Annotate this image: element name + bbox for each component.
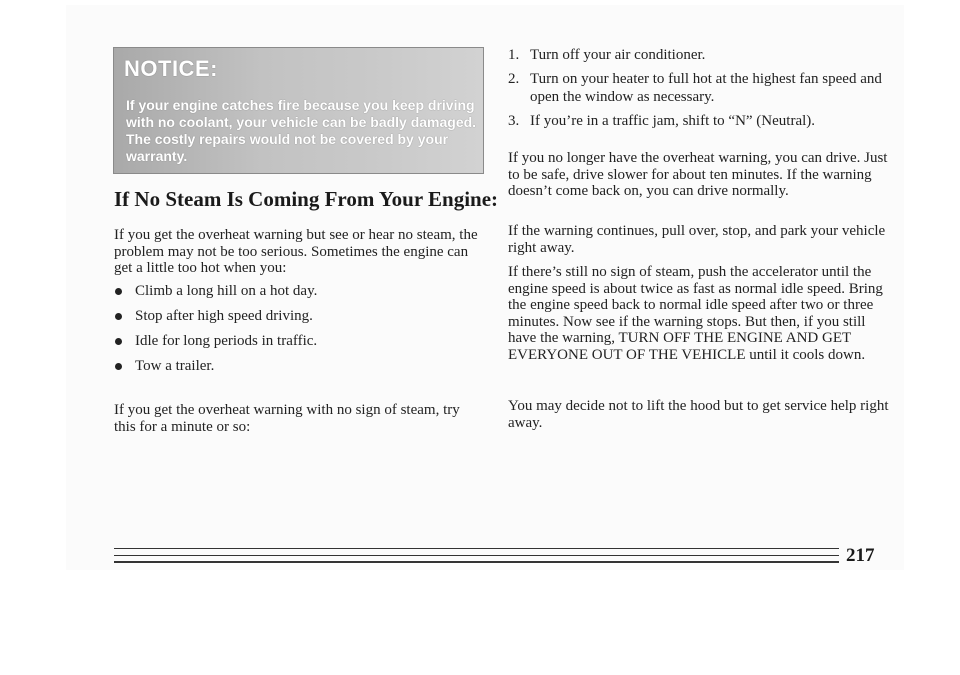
page-number: 217 bbox=[846, 545, 875, 566]
notice-title: NOTICE: bbox=[124, 56, 218, 81]
step-item: 2. Turn on your heater to full hot at the highest fan speed and open the window as necessary. bbox=[508, 71, 882, 105]
paragraph-service: You may decide not to lift the hood but to get service help right away. bbox=[508, 398, 889, 431]
bullet-icon bbox=[115, 363, 122, 370]
paragraph-warning-continues: If the warning continues, pull over, stop, and park your vehicle right away. bbox=[508, 223, 886, 256]
step-item: 1. Turn off your air conditioner. bbox=[508, 47, 706, 63]
conditions-list bbox=[114, 283, 317, 383]
bullet-icon bbox=[115, 313, 122, 320]
list-item: Idle for long periods in traffic. bbox=[114, 333, 317, 349]
list-item: Climb a long hill on a hot day. bbox=[114, 283, 317, 299]
notice-text: If your engine catches fire because you keep driving with no coolant, your vehicle can be badly damaged. The costly repairs would not be covered by your warranty. bbox=[126, 97, 477, 164]
footer-rule bbox=[114, 548, 839, 549]
section-heading: If No Steam Is Coming From Your Engine: bbox=[114, 187, 499, 211]
outro-paragraph: If you get the overheat warning with no sign of steam, try this for a minute or so: bbox=[114, 402, 460, 435]
list-item: Stop after high speed driving. bbox=[114, 308, 317, 324]
intro-paragraph: If you get the overheat warning but see or hear no steam, the problem may not be too serious. Sometimes the engine can get a little too hot when you: bbox=[114, 227, 478, 276]
steps-list bbox=[508, 46, 886, 136]
footer-rule bbox=[114, 561, 839, 563]
notice-box bbox=[113, 47, 484, 174]
paragraph-no-steam: If there’s still no sign of steam, push the accelerator until the engine speed is about twice as fast as normal idle speed. Bring the engine speed back to normal idle speed after two or three minutes. Now see if the warning stops. But then, if you still have the warning, TURN OFF THE ENGINE AND GET EVERYONE OUT OF THE VEHICLE until it cools down. bbox=[508, 264, 883, 363]
paragraph-no-warning: If you no longer have the overheat warning, you can drive. Just to be safe, drive slower for about ten minutes. If the warning doesn’t come back on, you can drive normally. bbox=[508, 150, 888, 199]
footer-rule bbox=[114, 555, 839, 556]
step-item: 3. If you’re in a traffic jam, shift to “N” (Neutral). bbox=[508, 113, 816, 129]
list-item: Tow a trailer. bbox=[114, 358, 317, 374]
bullet-icon bbox=[115, 338, 122, 345]
bullet-icon bbox=[115, 288, 122, 295]
